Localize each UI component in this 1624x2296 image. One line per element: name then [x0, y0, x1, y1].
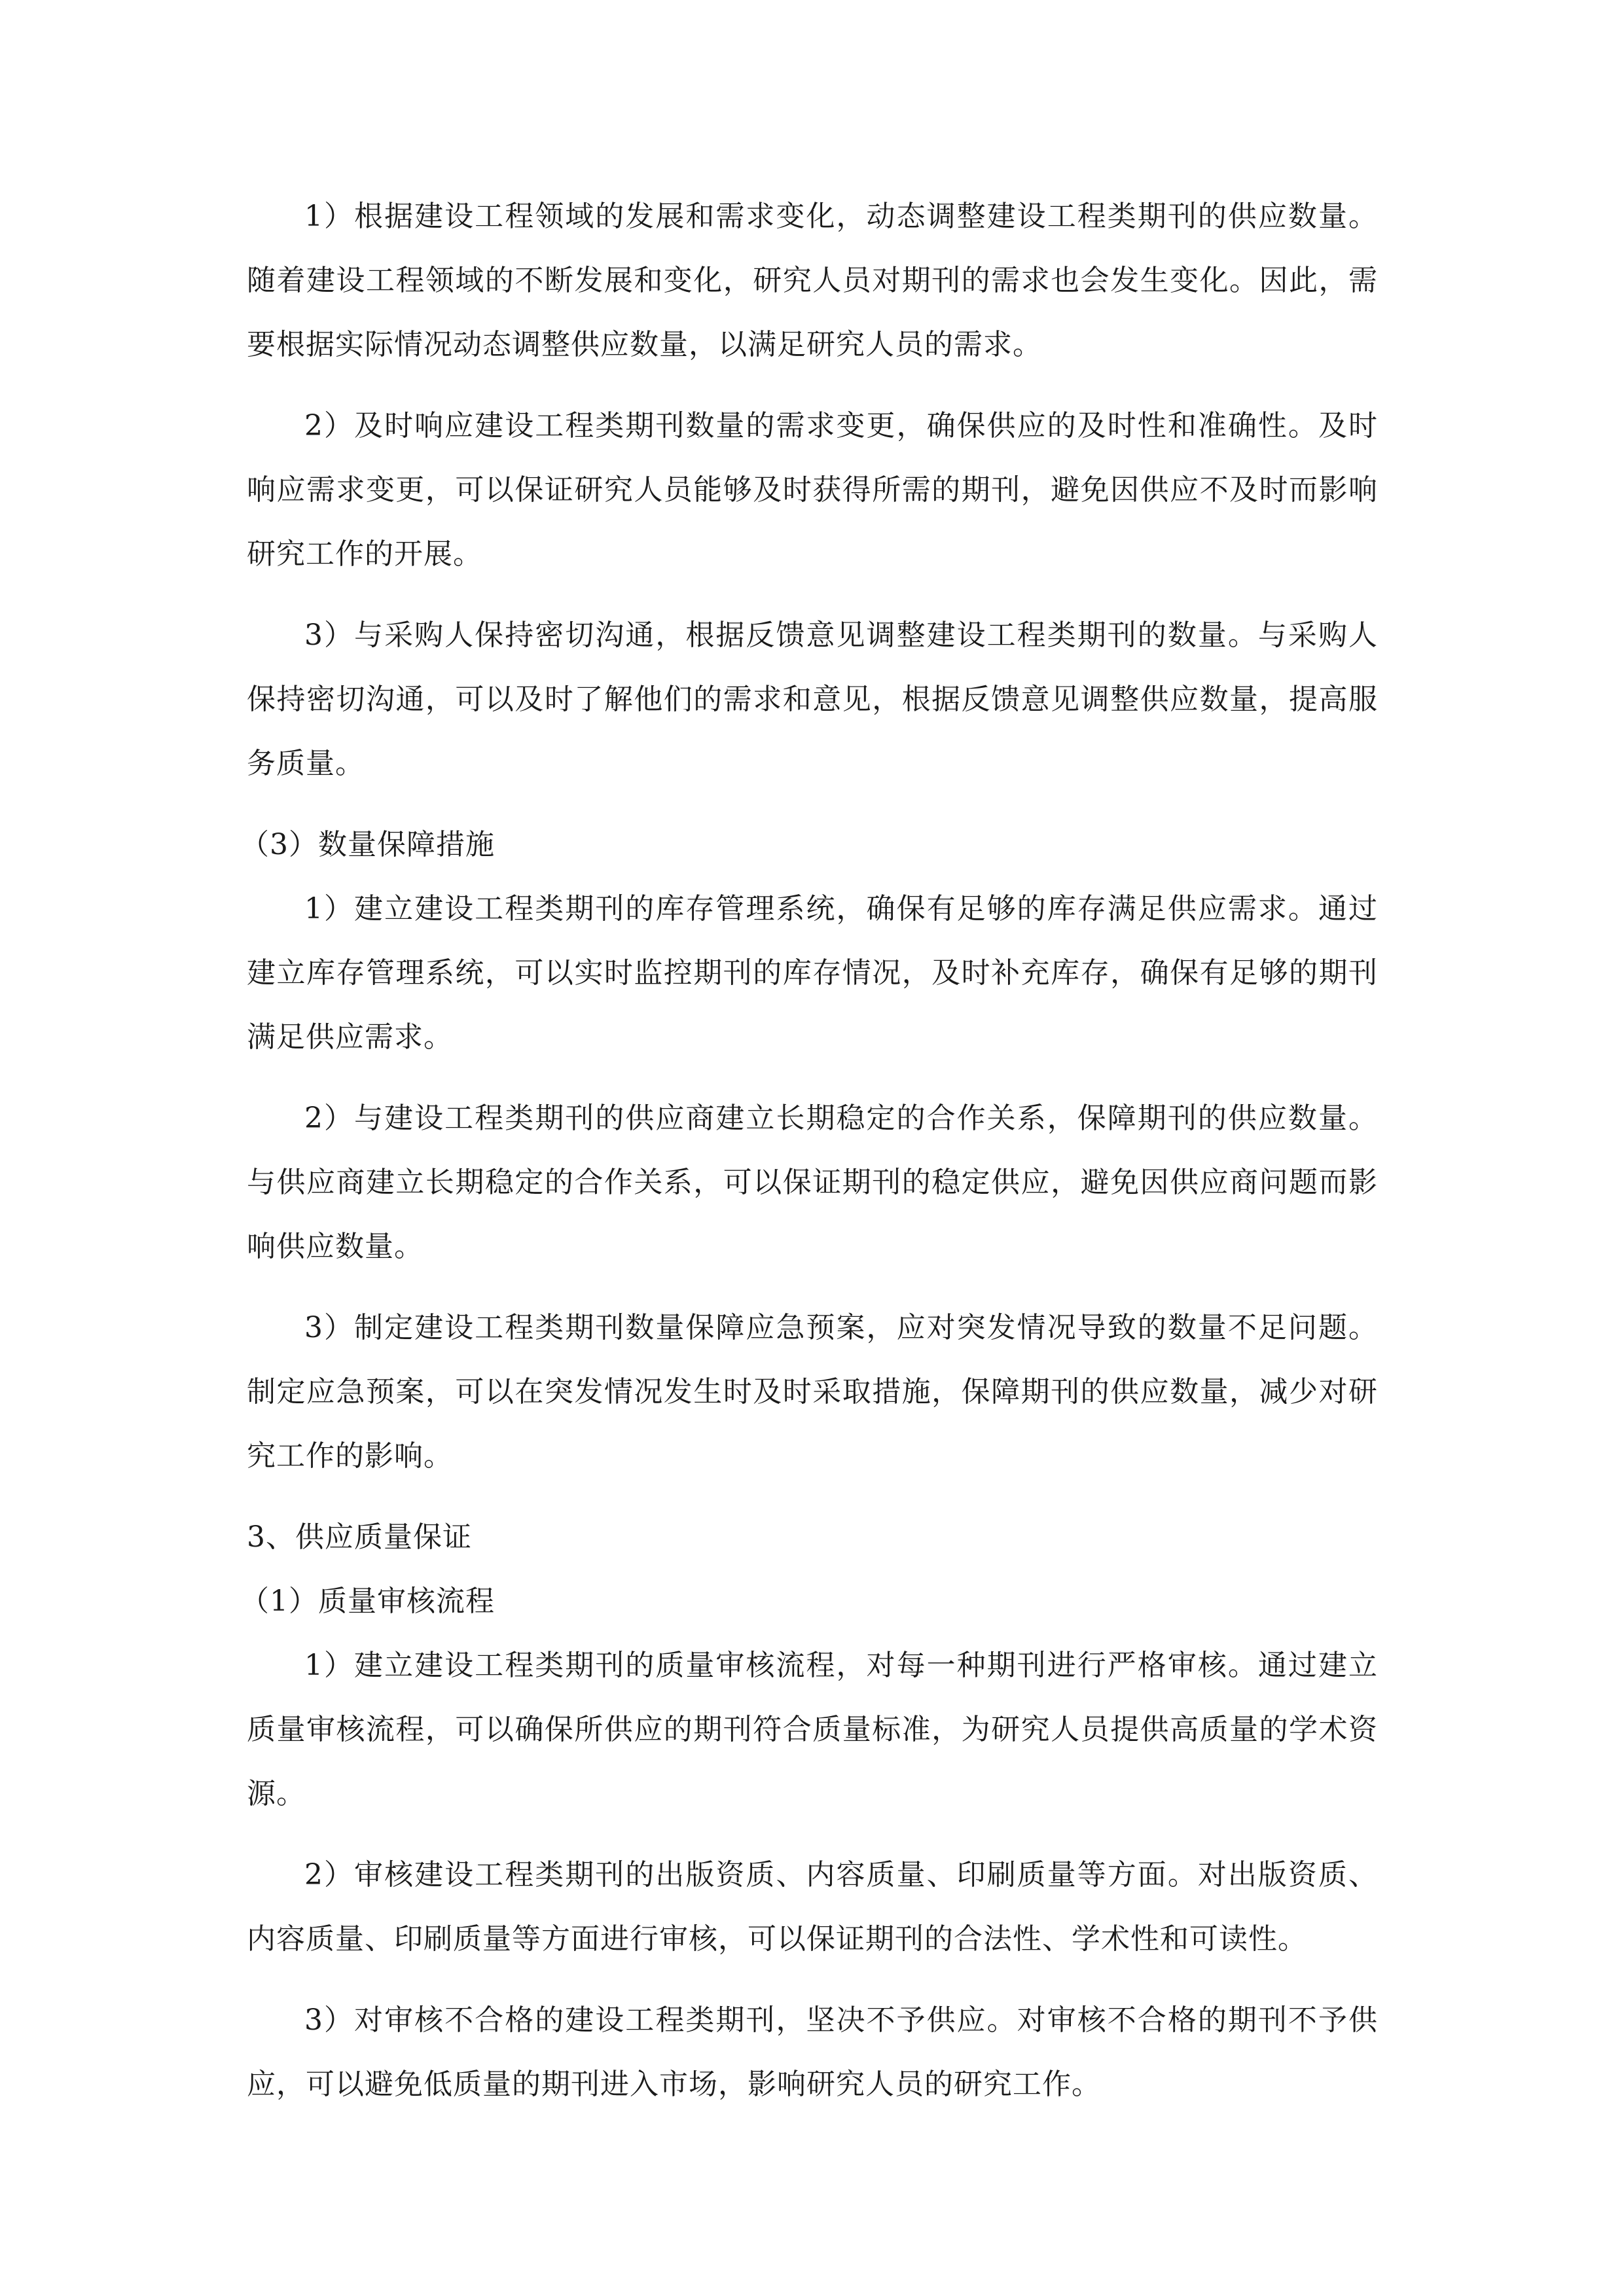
paragraph-quantity-adjust-2: 2）及时响应建设工程类期刊数量的需求变更，确保供应的及时性和准确性。及时响应需求变更，可以保证研究人员能够及时获得所需的期刊，避免因供应不及时而影响研究工作的开展。	[247, 409, 1378, 571]
heading-quantity-guarantee: （3）数量保障措施	[240, 828, 495, 861]
paragraph-quantity-adjust-1: 1）根据建设工程领域的发展和需求变化，动态调整建设工程类期刊的供应数量。随着建设工程领域的不断发展和变化，研究人员对期刊的需求也会发生变化。因此，需要根据实际情况动态调整供应数量，以满足研究人员的需求。	[247, 200, 1378, 361]
document-body	[240, 185, 1378, 2117]
paragraph-quality-review-3: 3）对审核不合格的建设工程类期刊，坚决不予供应。对审核不合格的期刊不予供应，可以避免低质量的期刊进入市场，影响研究人员的研究工作。	[247, 2003, 1378, 2101]
heading-section-3-quality: 3、供应质量保证	[247, 1520, 472, 1554]
paragraph-quantity-guarantee-3: 3）制定建设工程类期刊数量保障应急预案，应对突发情况导致的数量不足问题。制定应急预案，可以在突发情况发生时及时采取措施，保障期刊的供应数量，减少对研究工作的影响。	[247, 1311, 1378, 1473]
paragraph-quality-review-1: 1）建立建设工程类期刊的质量审核流程，对每一种期刊进行严格审核。通过建立质量审核流程，可以确保所供应的期刊符合质量标准，为研究人员提供高质量的学术资源。	[247, 1649, 1378, 1810]
paragraph-quantity-adjust-3: 3）与采购人保持密切沟通，根据反馈意见调整建设工程类期刊的数量。与采购人保持密切沟通，可以及时了解他们的需求和意见，根据反馈意见调整供应数量，提高服务质量。	[247, 619, 1378, 780]
heading-quality-review: （1）质量审核流程	[240, 1585, 495, 1618]
paragraph-quantity-guarantee-1: 1）建立建设工程类期刊的库存管理系统，确保有足够的库存满足供应需求。通过建立库存管理系统，可以实时监控期刊的库存情况，及时补充库存，确保有足够的期刊满足供应需求。	[247, 892, 1378, 1054]
paragraph-quantity-guarantee-2: 2）与建设工程类期刊的供应商建立长期稳定的合作关系，保障期刊的供应数量。与供应商建立长期稳定的合作关系，可以保证期刊的稳定供应，避免因供应商问题而影响供应数量。	[247, 1102, 1378, 1263]
paragraph-quality-review-2: 2）审核建设工程类期刊的出版资质、内容质量、印刷质量等方面。对出版资质、内容质量、印刷质量等方面进行审核，可以保证期刊的合法性、学术性和可读性。	[247, 1858, 1378, 1956]
